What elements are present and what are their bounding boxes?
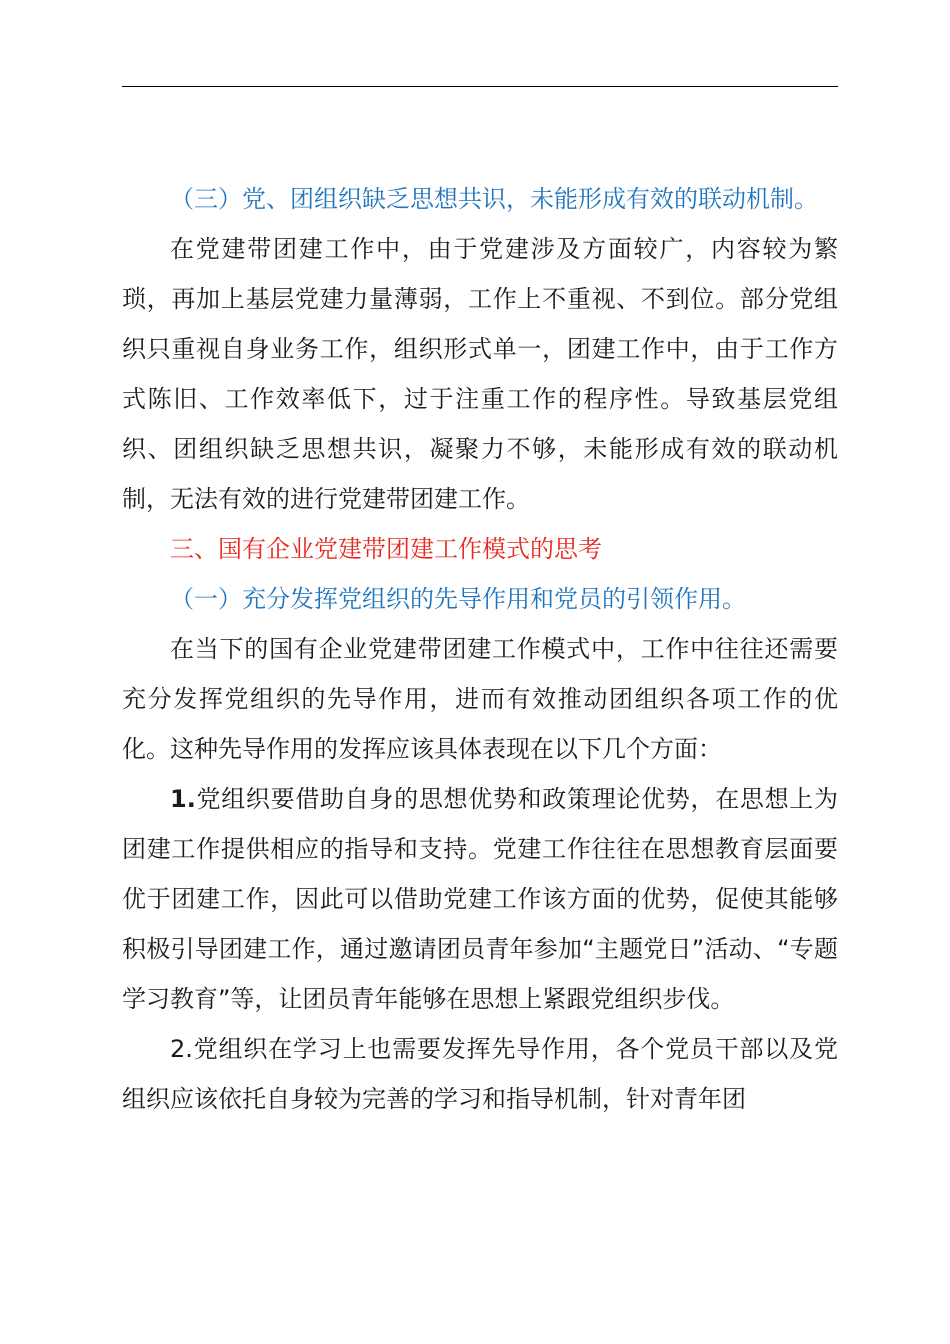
section-heading-reflection: 三、国有企业党建带团建工作模式的思考 (170, 535, 602, 563)
header-rule (122, 86, 838, 87)
document-body (122, 174, 838, 1124)
paragraph-leading-role-intro: 在当下的国有企业党建带团建工作模式中，工作中往往还需要充分发挥党组织的先导作用，进而有效推动团组织各项工作的优化。这种先导作用的发挥应该具体表现在以下几个方面： (122, 635, 838, 763)
paragraph-item-2: 2.党组织在学习上也需要发挥先导作用，各个党员干部以及党组织应该依托自身较为完善的学习和指导机制，针对青年团 (122, 1035, 838, 1113)
paragraph-item-1 (122, 774, 838, 1024)
subheading-party-league-consensus: （三）党、团组织缺乏思想共识，未能形成有效的联动机制。 (170, 185, 818, 213)
item-1-text: 党组织要借助自身的思想优势和政策理论优势，在思想上为团建工作提供相应的指导和支持。党建工作往往在思想教育层面要优于团建工作，因此可以借助党建工作该方面的优势，促使其能够积极引导团建工作，通过邀请团员青年参加“主题党日”活动、“专题学习教育”等，让团员青年能够在思想上紧跟党组织步伐。 (122, 785, 838, 1013)
paragraph-party-building-problems: 在党建带团建工作中，由于党建涉及方面较广，内容较为繁琐，再加上基层党建力量薄弱，工作上不重视、不到位。部分党组织只重视自身业务工作，组织形式单一，团建工作中，由于工作方式陈旧、工作效率低下，过于注重工作的程序性。导致基层党组织、团组织缺乏思想共识，凝聚力不够，未能形成有效的联动机制，无法有效的进行党建带团建工作。 (122, 235, 838, 513)
item-1-number: 1. (170, 785, 196, 813)
subheading-leading-role: （一）充分发挥党组织的先导作用和党员的引领作用。 (170, 585, 746, 613)
